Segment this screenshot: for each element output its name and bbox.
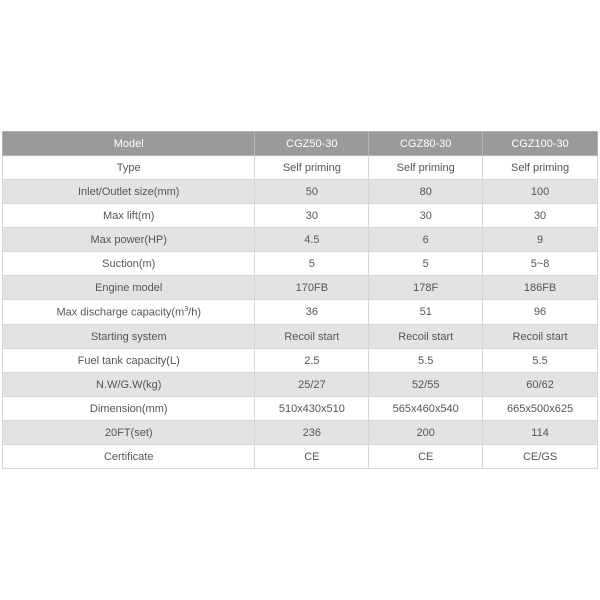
value-cell: 50 (255, 180, 369, 204)
row-label: N.W/G.W(kg) (3, 373, 255, 397)
value-cell: 2.5 (255, 349, 369, 373)
header-row (3, 132, 598, 156)
table-row (3, 180, 598, 204)
value-cell: Self priming (255, 156, 369, 180)
header-cell: CGZ100-30 (483, 132, 598, 156)
value-cell: 565x460x540 (369, 397, 483, 421)
value-cell: 510x430x510 (255, 397, 369, 421)
value-cell: 114 (483, 421, 598, 445)
table-row (3, 276, 598, 300)
label-text: Max discharge capacity(m (56, 306, 185, 319)
table-row (3, 397, 598, 421)
header-cell: CGZ80-30 (369, 132, 483, 156)
value-cell: 80 (369, 180, 483, 204)
header-cell: CGZ50-30 (255, 132, 369, 156)
row-label: Fuel tank capacity(L) (3, 349, 255, 373)
spec-table (2, 131, 598, 469)
row-label (3, 300, 255, 325)
value-cell: 665x500x625 (483, 397, 598, 421)
label-sup: 3 (184, 305, 189, 313)
row-label: 20FT(set) (3, 421, 255, 445)
row-label: Dimension(mm) (3, 397, 255, 421)
table-row (3, 421, 598, 445)
value-cell: 30 (255, 204, 369, 228)
table-row (3, 228, 598, 252)
value-cell: CE/GS (483, 445, 598, 469)
row-label: Engine model (3, 276, 255, 300)
table-row (3, 325, 598, 349)
value-cell: Recoil start (255, 325, 369, 349)
row-label: Type (3, 156, 255, 180)
table-row (3, 349, 598, 373)
value-cell: 186FB (483, 276, 598, 300)
value-cell: 30 (483, 204, 598, 228)
value-cell: Self priming (483, 156, 598, 180)
value-cell: Self priming (369, 156, 483, 180)
table-row (3, 204, 598, 228)
row-label: Suction(m) (3, 252, 255, 276)
value-cell: 51 (369, 300, 483, 325)
value-cell: 5.5 (369, 349, 483, 373)
value-cell: Recoil start (369, 325, 483, 349)
value-cell: 9 (483, 228, 598, 252)
value-cell: CE (369, 445, 483, 469)
table-row (3, 156, 598, 180)
row-label: Certificate (3, 445, 255, 469)
value-cell: 178F (369, 276, 483, 300)
value-cell: 5 (369, 252, 483, 276)
label-text: /h) (188, 306, 201, 319)
row-label: Max power(HP) (3, 228, 255, 252)
table-row (3, 300, 598, 325)
value-cell: 236 (255, 421, 369, 445)
value-cell: 5~8 (483, 252, 598, 276)
value-cell: CE (255, 445, 369, 469)
value-cell: 30 (369, 204, 483, 228)
value-cell: Recoil start (483, 325, 598, 349)
value-cell: 5 (255, 252, 369, 276)
value-cell: 5.5 (483, 349, 598, 373)
table-row (3, 373, 598, 397)
row-label: Max lift(m) (3, 204, 255, 228)
value-cell: 52/55 (369, 373, 483, 397)
value-cell: 60/62 (483, 373, 598, 397)
value-cell: 96 (483, 300, 598, 325)
value-cell: 6 (369, 228, 483, 252)
row-label: Starting system (3, 325, 255, 349)
value-cell: 4.5 (255, 228, 369, 252)
value-cell: 100 (483, 180, 598, 204)
table-row (3, 445, 598, 469)
header-cell: Model (3, 132, 255, 156)
value-cell: 36 (255, 300, 369, 325)
value-cell: 200 (369, 421, 483, 445)
value-cell: 170FB (255, 276, 369, 300)
table-row (3, 252, 598, 276)
row-label: Inlet/Outlet size(mm) (3, 180, 255, 204)
value-cell: 25/27 (255, 373, 369, 397)
